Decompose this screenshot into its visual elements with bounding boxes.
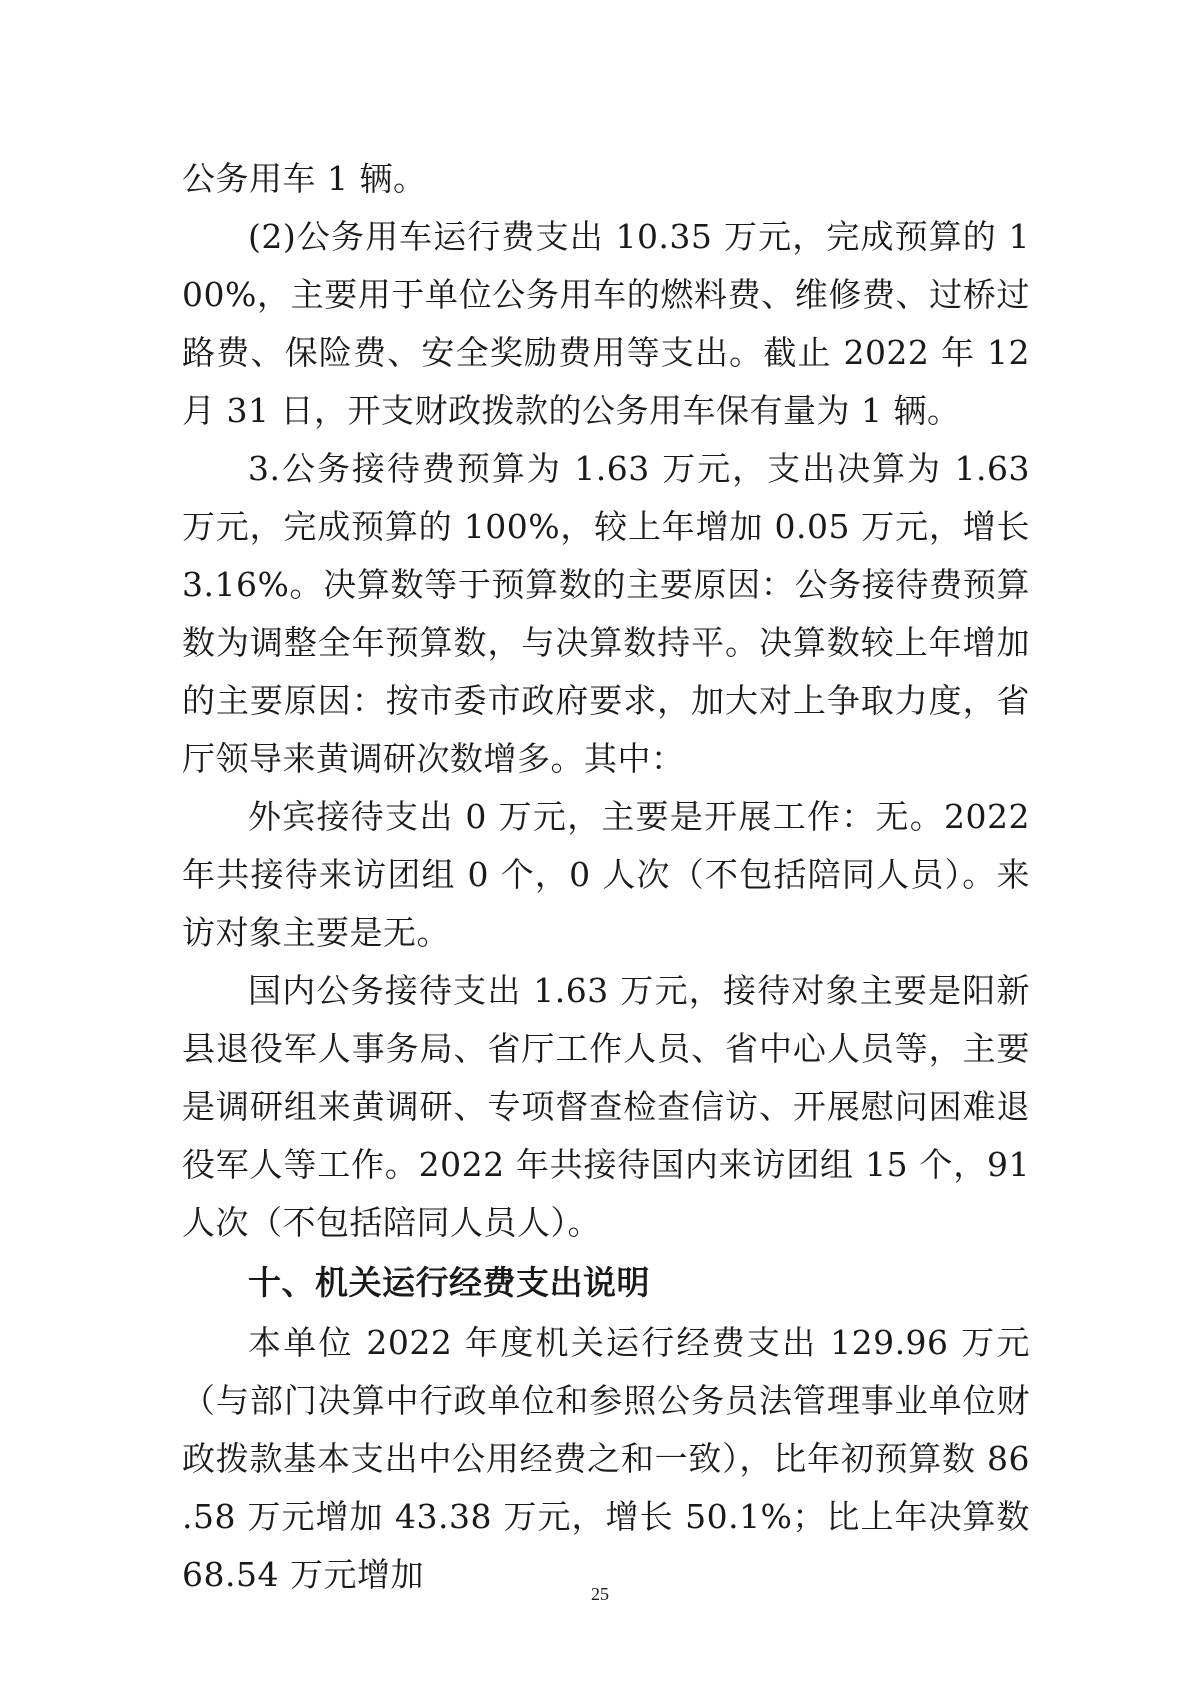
paragraph-vehicle-count: 公务用车 1 辆。 bbox=[182, 159, 427, 198]
paragraph-vehicle-operating-cost: (2)公务用车运行费支出 10.35 万元，完成预算的 100%，主要用于单位公务用车的燃料费、维修费、过桥过路费、保险费、安全奖励费用等支出。截止 2022 年 12 月 31 日，开支财政拨款的公务用车保有量为 1 辆。 bbox=[182, 217, 1030, 430]
paragraph-foreign-reception: 外宾接待支出 0 万元，主要是开展工作：无。2022 年共接待来访团组 0 个，0 人次（不包括陪同人员）。来访对象主要是无。 bbox=[182, 797, 1030, 952]
paragraph-reception-budget: 3.公务接待费预算为 1.63 万元，支出决算为 1.63 万元，完成预算的 100%，较上年增加 0.05 万元，增长 3.16%。决算数等于预算数的主要原因：公务接待费预算数为调整全年预算数，与决算数持平。决算数较上年增加的主要原因：按市委市政府要求，加大对上争取力度，省厅领导来黄调研次数增多。其中： bbox=[182, 449, 1030, 778]
paragraph-domestic-reception: 国内公务接待支出 1.63 万元，接待对象主要是阳新县退役军人事务局、省厅工作人员、省中心人员等，主要是调研组来黄调研、专项督查检查信访、开展慰问困难退役军人等工作。2022 年共接待国内来访团组 15 个，91 人次（不包括陪同人员人）。 bbox=[182, 971, 1030, 1242]
paragraph-operating-expenses: 本单位 2022 年度机关运行经费支出 129.96 万元（与部门决算中行政单位和参照公务员法管理事业单位财政拨款基本支出中公用经费之和一致），比年初预算数 86.58 万元增加 43.38 万元，增长 50.1%；比上年决算数 68.54 万元增加 bbox=[182, 1323, 1030, 1594]
page-number: 25 bbox=[591, 1584, 609, 1604]
section-heading: 十、机关运行经费支出说明 bbox=[248, 1263, 650, 1302]
document-body bbox=[182, 150, 1030, 1604]
